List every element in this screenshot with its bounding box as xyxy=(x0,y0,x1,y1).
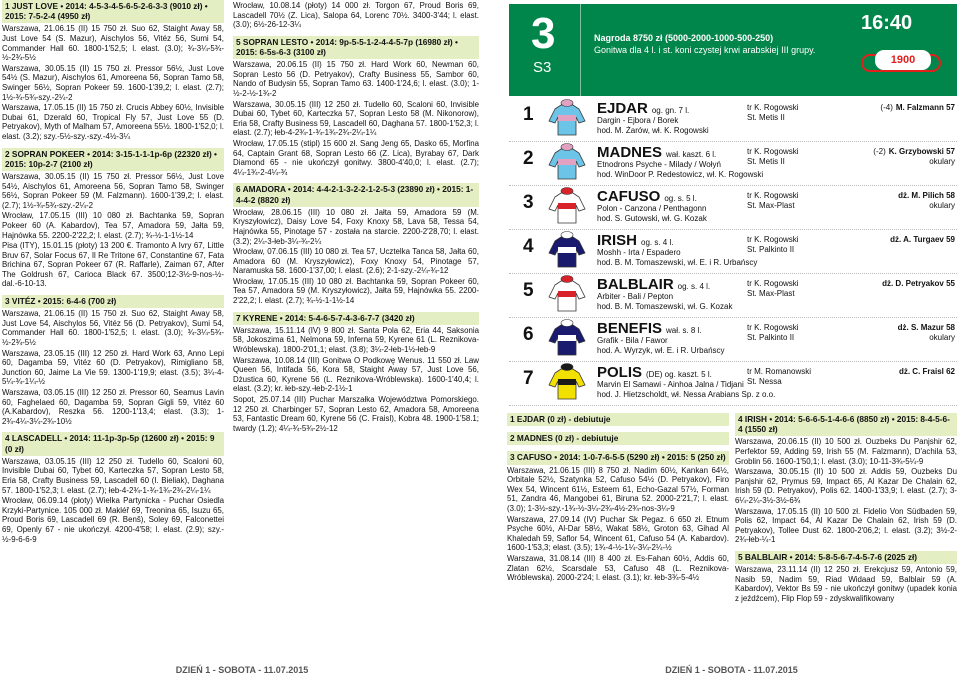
jockey-silks-icon xyxy=(547,143,587,181)
horse-name: BALBLAIR xyxy=(597,276,674,293)
horse-age: wał. kaszt. 6 l. xyxy=(666,150,717,159)
runner-trainer xyxy=(747,279,799,298)
race-description xyxy=(594,32,815,56)
pedigree-line: Polon - Canzona / Penthagonn xyxy=(597,204,707,213)
form-entry: Warszawa, 23.11.14 (II) 12 250 zł. Erekcjusz 59, Antonio 59, Nasib 59, Nadim 59, Riad Widaad 59, Balblair 59 (A. Kabardov), Vektor Bs 59 - nie ukończył gonitwy (upadek konia z jeźdźcem), Flip Flop 59 - zdyskwalifikowany xyxy=(735,565,957,603)
jockey-line xyxy=(827,367,955,377)
runner-jockey xyxy=(827,147,955,166)
form-entry: Warszawa, 15.11.14 (IV) 9 800 zł. Santa Pola 62, Eria 44, Saksonia 58, Jokoszima 61, Nelmona 59, Inferna 59, Kyrene 61 (L. Reznikova-Wróblewska). 1800-2'01,1; elast. (3.8); 3¼-2-łeb-1½-łeb-9 xyxy=(233,325,479,355)
pedigree-line: Moshh - Irta / Espadero xyxy=(597,248,681,257)
runner-row xyxy=(509,186,957,230)
form-entry: Warszawa, 03.05.15 (III) 12 250 zł. Tudello 60, Scaloni 60, Invisible Dubai 60, Tybet 60, Karteczka 57, Sopran Lesto 58, Eria 58, Crafty Business 59, Lascadell 60 (I. Bieliak), Daghana 57. 1800-1'52,3; l. elast. (2.7); łeb-4-2¾-1-¾-1¾-2¾-2¼-1¼ xyxy=(2,456,224,495)
runners-list xyxy=(509,98,957,406)
form-block xyxy=(2,295,224,426)
jockey-line xyxy=(827,147,955,157)
pedigree-line: Arbiter - Bali / Pepton xyxy=(597,292,674,301)
horse-age: og. gn. 7 l. xyxy=(651,106,690,115)
form-entry: Wrocław, 17.05.15 (III) 10 080 zł. Bachtanka 59, Sopran Pokeer 60 (A. Kabardov), Tea 57, Amadora 59, Jałta 59, Hajnówka 55. 2200-2'22,2; l. elast. (2.7); ¾-½-1-1½-14 xyxy=(2,211,224,240)
owner-line: hod. B. M. Tomaszewski, wł. E. i R. Urbańscy xyxy=(597,257,758,267)
form-entry: Warszawa, 30.05.15 (II) 15 750 zł. Pressor 56½, Just Love 54½ (S. Mazur), Aischylos 61, Amoreena 56, Sopran Tamo 58, Swinger 56½, Sopran Pokeer 59. 1600-1'39,2; l. elast. (2.7); 1½-¾-5¾-szy.-2¼-2 xyxy=(2,63,224,102)
runner-name xyxy=(597,320,702,337)
stable-line: St. Max-Plast xyxy=(747,288,795,298)
race-time: 16:40 xyxy=(861,12,913,34)
runner-name xyxy=(597,364,712,381)
trainer-line: tr K. Rogowski xyxy=(747,147,799,156)
left-column-b xyxy=(233,0,479,658)
jockey-silks-icon xyxy=(547,187,587,225)
form-header: 7 KYRENE • 2014: 5-4-6-5-7-4-3-6-7-7 (3420 zł) xyxy=(233,312,479,325)
runner-name xyxy=(597,276,710,293)
form-entry: Wrocław, 28.06.15 (III) 10 080 zł. Jałta 59, Amadora 59 (M. Kryszyłowicz), Daisy Love 54, Foxy Knoxy 58, Lava 58, Tessa 54, Hajnówka 55, Pinotage 57 - została na starcie. 2200-2'28,70; l. elast. (3.2); 2¼-3-łeb-3¼-¾-2¼ xyxy=(233,207,479,246)
stable-line: St. Metis II xyxy=(747,112,785,122)
form-entry: Warszawa, 30.05.15 (II) 10 500 zł. Addis 59, Ouzbeks Du Panjshir 62, Prymus 59, Impact 65, Al Kazar De Chalain 62, Irish 59 (D. Petryakov), Polis 62. 1400-1'33,9; l. elast. (2.7); 3-6¼-2¼-3½-3½-6¾ xyxy=(735,467,957,505)
trainer-line: tr M. Romanowski xyxy=(747,367,812,376)
right-column-c xyxy=(507,413,729,658)
runner-row xyxy=(509,142,957,186)
runner-name xyxy=(597,144,716,161)
runner-pedigree xyxy=(597,336,725,355)
runner-jockey xyxy=(827,103,955,113)
form-header: 2 SOPRAN POKEER • 2014: 3-15-1-1-1p-6p (22320 zł) • 2015: 10p-2-7 (2100 zł) xyxy=(2,148,224,171)
jockey-line xyxy=(827,279,955,289)
horse-age: og. s. 4 l. xyxy=(641,238,674,247)
runner-jockey xyxy=(827,323,955,342)
form-header: 1 EJDAR (0 zł) - debiutuje xyxy=(507,413,729,426)
runner-jockey xyxy=(827,191,955,210)
jockey-line xyxy=(827,103,955,113)
runner-name xyxy=(597,188,697,205)
owner-line: hod. M. Żarów, wł. K. Rogowski xyxy=(597,125,709,135)
form-block xyxy=(2,0,224,142)
form-entry: Warszawa, 10.08.14 (III) Gonitwa O Podkowę Wenus. 11 550 zł. Law Queen 56, Intifada 56, Kora 58, Staight Away 57, Just Love 56, Dżustica 60, Kyrene 56 (L. Reznikova-Wróblewska). 1600-1'40,4; l. elast. (3.2); kr. łeb-szy.-łeb-2-1½-1 xyxy=(233,355,479,394)
race-conditions: Gonitwa dla 4 l. i st. koni czystej krwi arabskiej III grupy. xyxy=(594,45,816,55)
owner-line: hod. B. M. Tomaszewski, wł. G. Kozak xyxy=(597,301,733,311)
race-distance: 1900 xyxy=(875,50,931,70)
runner-jockey xyxy=(827,279,955,289)
form-entry: Warszawa, 17.05.15 (II) 10 500 zł. Fidelio Von Südbaden 59, Polis 62, Impact 64, Al Kazar De Chalain 62, Irish 59 (D. Petryakov), Tollee Dust 62. 1800-2'06,2; l. elast. (3.2); 3½-2-2¾-łeb-¼-1 xyxy=(735,506,957,545)
form-entry: Wrocław, 17.05.15 (III) 10 080 zł. Bachtanka 59, Sopran Pokeer 60, Tea 57, Amadora 59 (M. Kryszyłowicz), Jałta 59, Hajnówka 55. 2200-2'22,2; l. elast. (2.7); ¾-½-1-1½-14 xyxy=(233,276,479,306)
form-entry: Pisa (ITY), 15.01.15 (płoty) 13 200 €. Tramonto A Ivry 67, Little Bruv 67, Solar Focus 67, Il Re Tritone 67, Constantine 67, Fata Brichina 67, Sopran Pokeer 67 (R. Raffarle), Zaiman 67, After The Goldrush 67, Carioca Black 67. 3500;12-3½-9-nos-½-dal.-6-10-13. xyxy=(2,241,224,289)
pedigree-line: Marvin El Samawi - Ainhoa Jalna / Tidjani xyxy=(597,380,744,389)
horse-name: IRISH xyxy=(597,232,638,249)
stable-line: St. Palkinto II xyxy=(747,244,795,254)
owner-line: hod. S. Gutowski, wł. G. Kozak xyxy=(597,213,707,223)
jockey-line xyxy=(827,323,955,333)
runner-pedigree xyxy=(597,160,763,179)
page-footer: DZIEŃ 1 - SOBOTA - 11.07.2015 xyxy=(665,665,798,675)
form-entry: Warszawa, 23.05.15 (III) 12 250 zł. Hard Work 63, Anno Lepi 60, Dagamba 59, Vitéz 60 (D. Petryakov), Rimigliano 58, Junction 60, Jaime La Vie 59. 1300-1'19,9; elast. (3.5); 3¼-4-5¼-¾-1¼-½ xyxy=(2,348,224,387)
trainer-line: tr K. Rogowski xyxy=(747,235,799,244)
runner-pedigree xyxy=(597,292,732,311)
horse-name: MADNES xyxy=(597,144,663,161)
runner-jockey xyxy=(827,235,955,245)
horse-name: CAFUSO xyxy=(597,188,661,205)
form-entry: Wrocław, 07.06.15 (III) 10 080 zł. Tea 57, Ucztelka Tanca 58, Jałta 60, Amadora 60 (M. Kryszyłowicz), Foxy Knoxy 54, Pinotage 57, Naramuska 58. 1600-1'37,00; l. elast. (2.6); 2-1-szy.-2¼-¾-12 xyxy=(233,247,479,276)
form-entry: Warszawa, 21.06.15 (II) 15 750 zł. Suo 62, Staight Away 58, Just Love 54, Aischylos 56, Vitéz 56 (D. Petryakov), Sumi 54, Commander Hall 60. 1800-1'52,5; l. elast. (3.0); ¾-3¼-5¾-½-2¾-5½ xyxy=(2,309,224,348)
owner-line: hod. J. Hietzscholdt, wł. Nessa Arabians Sp. z o.o. xyxy=(597,389,776,399)
draw-value: (-2) xyxy=(873,147,886,156)
stable-line: St. Nessa xyxy=(747,376,782,386)
form-entry: Warszawa, 27.09.14 (IV) Puchar Sk Pegaz. 6 650 zł. Etnum Psyche 60½, Al-Dar 58½, Wakat 58½, Groton 63, Gihad Al Khaledah 59, Saflor 54, Wincent 61, Cafuso 54 (A. Kabardov). 1600-1'53,3; elast. (3.5); 1¾-4-½-1¼-3¼-2¼-½ xyxy=(507,514,729,553)
form-entry: Wrocław, 10.08.14 (płoty) 14 000 zł. Torgon 67, Proud Boris 69, Lascadell 70½ (Z. Lica), Salopa 64, Lorenc 70½. 3400-3'44; l. elast. (3.0); 6½-26-12-3¼ xyxy=(233,1,479,30)
stable-line: St. Palkinto II xyxy=(747,332,795,342)
runner-trainer xyxy=(747,103,799,122)
left-column-a xyxy=(2,0,224,658)
runner-number: 3 xyxy=(523,192,534,213)
runner-row xyxy=(509,362,957,406)
form-block xyxy=(735,413,957,545)
form-block xyxy=(507,413,729,426)
runner-row xyxy=(509,274,957,318)
jockey-name: M. Falzmann 57 xyxy=(895,103,955,112)
runner-pedigree xyxy=(597,248,757,267)
page-footer: DZIEŃ 1 - SOBOTA - 11.07.2015 xyxy=(175,665,309,675)
jockey-silks-icon xyxy=(547,99,587,137)
form-header: 4 IRISH • 2014: 5-6-6-5-1-4-6-6 (8850 zł) • 2015: 8-4-5-6-4 (1550 zł) xyxy=(735,413,957,436)
horse-age: og. s. 4 l. xyxy=(677,282,711,291)
race-prize: Nagroda 8750 zł (5000-2000-1000-500-250) xyxy=(594,33,774,43)
draw-value: (-4) xyxy=(880,103,893,112)
race-divider xyxy=(580,4,581,96)
runner-row xyxy=(509,98,957,142)
runner-trainer xyxy=(747,191,799,210)
form-header: 5 BALBLAIR • 2014: 5-8-5-6-7-4-5-7-6 (2025 zł) xyxy=(735,551,957,564)
runner-number: 4 xyxy=(523,236,534,257)
owner-line: hod. WinDoor P. Redestowicz, wł. K. Rogowski xyxy=(597,169,764,179)
jockey-name: dż. D. Petryakov 55 xyxy=(882,279,955,288)
runner-trainer xyxy=(747,147,799,166)
runner-name xyxy=(597,100,689,117)
form-block xyxy=(2,432,224,544)
runner-pedigree xyxy=(597,116,709,135)
equipment-line: okulary xyxy=(929,200,955,210)
runner-row xyxy=(509,230,957,274)
race-header xyxy=(509,4,957,96)
form-entry: Warszawa, 31.08.14 (III) 8 400 zł. Es-Fahan 60½, Addis 60, Zlatan 62½, Scarsdale 53, Cafuso 48 (L. Reznikova-Wróblewska). 2000-2'24; l. elast. (3.1); kr. łeb-3¾-5-4½ xyxy=(507,553,729,583)
runner-number: 5 xyxy=(523,280,534,301)
horse-name: BENEFIS xyxy=(597,320,663,337)
jockey-name: dż. S. Mazur 58 xyxy=(897,323,955,332)
runner-jockey xyxy=(827,367,955,377)
form-entry: Warszawa, 30.05.15 (III) 12 250 zł. Tudello 60, Scaloni 60, Invisible Dubai 60, Tybet 60, Karteczka 57, Sopran Lesto 58 (M. Nikonorow), Eria 58, Crafty Business 59, Lascadell 60, Daghana 57. 1800-1'52,3; l. elast. (2.7); łeb-4-2¾-1-¾-1¾-2¾-2¼-1¼ xyxy=(233,99,479,138)
horse-age: wał. s. 8 l. xyxy=(666,326,702,335)
pedigree-line: Etnodrons Psyche - Milady / Wołyń xyxy=(597,160,721,169)
runner-number: 2 xyxy=(523,148,534,169)
runner-trainer xyxy=(747,367,811,386)
trainer-line: tr K. Rogowski xyxy=(747,279,799,288)
runner-pedigree xyxy=(597,204,707,223)
form-entry: Warszawa, 30.05.15 (II) 15 750 zł. Pressor 56½, Just Love 54½, Aischylos 61, Amoreena 56, Sopran Tamo 58, Swinger 56½, Sopran Pokeer 59 (M. Falzmann). 1600-1'39,2; l. elast. (2.7); 1½-¾-5¾-szy.-2¼-2 xyxy=(2,171,224,210)
runner-trainer xyxy=(747,323,799,342)
runner-name xyxy=(597,232,673,249)
form-header: 5 SOPRAN LESTO • 2014: 9p-5-5-1-2-4-4-5-7p (16980 zł) • 2015: 6-5s-6-3 (3100 zł) xyxy=(233,36,479,59)
runner-row xyxy=(509,318,957,362)
form-header: 4 LASCADELL • 2014: 11-1p-3p-5p (12600 zł) • 2015: 9 (0 zł) xyxy=(2,432,224,455)
trainer-line: tr K. Rogowski xyxy=(747,191,799,200)
horse-age: og. s. 5 l. xyxy=(664,194,697,203)
form-block xyxy=(735,551,957,604)
form-entry: Sopot, 25.07.14 (III) Puchar Marszałka Województwa Pomorskiego. 12 250 zł. Charbinger 57, Sopran Lesto 62, Amadora 58, Amoreena 53, Fantastic Dream 60, Kyrene 56 (C. Fraisl), Kobra 48. 1900-1'58.1; twardy (1.2); 4¼-¾-5¾-2½-12 xyxy=(233,395,479,433)
right-page xyxy=(503,0,960,676)
jockey-name: K. Grzybowski 57 xyxy=(888,147,955,156)
form-entry: Wrocław, 06.09.14 (płoty) Wielka Partynicka - Puchar Osiedla Krzyki-Partynice. 105 000 zł. Makléř 69, Treonina 65, Isuzu 65, Proud Boris 69, Lascadell 69 (R. Benš), Soley 69, Falconettei 69, Openly 67 - nie ukończył. 4200-4'58; l. elast. (2.9); szy.-½-9-6-6-9 xyxy=(2,496,224,544)
form-entry: Warszawa, 20.06.15 (II) 15 750 zł. Hard Work 60, Newman 60, Sopran Lesto 56 (D. Petryakov), Crafty Business 55, Sambor 60, Nando of Budysin 55, Sopran Tamo 63. 1400-1'24,6; l. elast. (3.0); 1-½-2-½-1¾-2 xyxy=(233,60,479,98)
form-header: 1 JUST LOVE • 2014: 4-5-3-4-5-6-5-2-6-3-3 (9010 zł) • 2015: 7-5-2-4 (4950 zł) xyxy=(2,0,224,23)
form-entry: Wrocław, 17.05.15 (stipl) 15 600 zł. Sang Jeng 65, Dasko 65, Morfina 64, Captain Grant 68, Sopran Lesto 66 (Z. Lica), Byrabay 67, Dark Diamond 65 - nie ukończył gonitwy. 3800-4'40,0; l. elast. (2.7); 4¼-1¾-2-4¼-¾ xyxy=(233,138,479,177)
jockey-line xyxy=(827,235,955,245)
form-entry: Warszawa, 03.05.15 (III) 12 250 zł. Pressor 60, Seamus Lavin 60, Faghelaed 60, Dagamba 59, Sopran Gigli 59, Vitéz 60 (A.Kabardov), Reszka 56. 1200-1'13,4; elast. (3.3); 1-2¾-4¼-3¼-2¾-10½ xyxy=(2,388,224,426)
form-block xyxy=(2,148,224,290)
right-column-d xyxy=(735,413,957,658)
form-entry: Warszawa, 17.05.15 (II) 15 750 zł. Crucis Abbey 60½, Invisible Dubai 61, Dzerald 60, Tropical Fly 57, Just Love 55 (D. Petryakov), Myth of Malham 57, Amoreena 55½. 1800-1'52,0; l. elast. (3.2); szy.-5½-szy.-szy.-4½-3¼ xyxy=(2,103,224,141)
trainer-line: tr K. Rogowski xyxy=(747,103,799,112)
form-entry: Warszawa, 21.06.15 (III) 8 750 zł. Nadim 60½, Kankan 64½, Orbitale 52½, Szatynka 52, Cafuso 54½ (D. Petryakov), Firo Wex 54, Wincent 61½, Esteem 61, Echo-Gazal 57½, Forman 51, Zandra 46, Mangobei 61, Biruna 52. 2000-2'21,7; l. elast. (3.0); 1-3½-szy.-1¾-½-3¼-2¾-4½-2¾-nos-3¼-9 xyxy=(507,465,729,513)
form-header: 3 VITÉZ • 2015: 6-4-6 (700 zł) xyxy=(2,295,224,308)
horse-name: EJDAR xyxy=(597,100,648,117)
form-block xyxy=(507,451,729,582)
runner-number: 6 xyxy=(523,324,534,345)
runner-number: 7 xyxy=(523,368,534,389)
form-block xyxy=(507,432,729,445)
form-block xyxy=(233,1,479,30)
jockey-silks-icon xyxy=(547,319,587,357)
owner-line: hod. A. Wyrzyk, wł. E. i R. Urbańscy xyxy=(597,345,725,355)
runner-trainer xyxy=(747,235,799,254)
stable-line: St. Max-Plast xyxy=(747,200,795,210)
form-entry: Warszawa, 20.06.15 (II) 10 500 zł. Ouzbeks Du Panjshir 62, Perfektor 59, Adding 59, Irish 55 (M. Falzmann), D'achila 53, Groblin 56. 1600-1'50,1; l. elast. (3.0); 10-11-3¾-5¼-9 xyxy=(735,437,957,466)
race-group: S3 xyxy=(533,59,552,76)
form-header: 6 AMADORA • 2014: 4-4-2-1-3-2-2-1-2-5-3 (23890 zł) • 2015: 1-4-4-2 (8820 zł) xyxy=(233,183,479,206)
equipment-line: okulary xyxy=(929,332,955,342)
runner-number: 1 xyxy=(523,104,534,125)
jockey-name: dż. M. Pilich 58 xyxy=(898,191,955,200)
jockey-name: dż. A. Turgaev 59 xyxy=(890,235,955,244)
form-header: 3 CAFUSO • 2014: 1-0-7-6-5-5 (5290 zł) • 2015: 5 (250 zł) xyxy=(507,451,729,464)
trainer-line: tr K. Rogowski xyxy=(747,323,799,332)
form-header: 2 MADNES (0 zł) - debiutuje xyxy=(507,432,729,445)
form-entry: Warszawa, 21.06.15 (II) 15 750 zł. Suo 62, Staight Away 58, Just Love 54 (S. Mazur), Aischylos 56, Vitéz 56, Sumi 54, Commander Hall 60. 1800-1'52,5; l. elast. (3.0); ¾-3¼-5¾-½-2¾-5½ xyxy=(2,24,224,63)
race-number: 3 xyxy=(531,9,556,58)
horse-age: (DE) og. kaszt. 5 l. xyxy=(646,370,712,379)
jockey-silks-icon xyxy=(547,231,587,269)
pedigree-line: Grafik - Bila / Fawor xyxy=(597,336,668,345)
horse-name: POLIS xyxy=(597,364,643,381)
pedigree-line: Dargin - Ejbora / Borek xyxy=(597,116,679,125)
equipment-line: okulary xyxy=(929,156,955,166)
form-block xyxy=(233,183,479,305)
jockey-line xyxy=(827,191,955,201)
jockey-silks-icon xyxy=(547,275,587,313)
form-block xyxy=(233,36,479,178)
form-block xyxy=(233,312,479,434)
jockey-silks-icon xyxy=(547,363,587,401)
jockey-name: dż. C. Fraisl 62 xyxy=(898,367,955,376)
stable-line: St. Metis II xyxy=(747,156,785,166)
